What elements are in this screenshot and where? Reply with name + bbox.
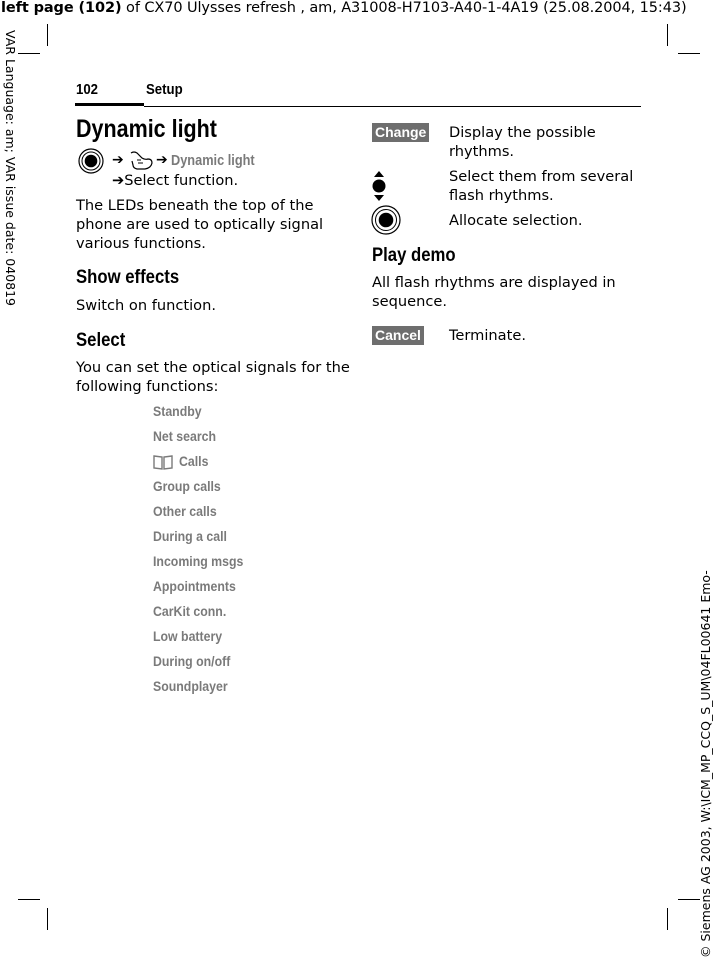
running-head-rule xyxy=(144,106,641,107)
list-item: Low battery xyxy=(153,628,223,644)
show-effects-text: Switch on function. xyxy=(76,297,216,314)
heading-play-demo: Play demo xyxy=(372,245,456,266)
nav-key-icon xyxy=(371,170,387,204)
list-item-calls: Calls xyxy=(153,453,213,474)
list-item: During a call xyxy=(153,528,227,544)
path-select-function: ➔Select function. xyxy=(112,172,239,189)
center-description: Allocate selection. xyxy=(449,212,583,229)
list-item: During on/off xyxy=(153,653,231,669)
nav-description: Select them from several flash rhythms. xyxy=(449,168,634,204)
change-softkey: Change xyxy=(372,123,429,142)
list-item: Incoming msgs xyxy=(153,553,244,569)
arrow-icon-2: ➔ xyxy=(156,152,168,168)
list-item: Net search xyxy=(153,428,217,444)
arrow-icon: ➔ xyxy=(112,152,124,168)
list-item: Soundplayer xyxy=(153,678,228,694)
side-note-left: VAR Language: am; VAR issue date: 040819 xyxy=(3,30,18,306)
running-head-thick-rule xyxy=(75,103,144,106)
page-number: 102 xyxy=(76,81,99,98)
center-key-icon-2 xyxy=(371,205,401,235)
print-header-page: left page (102) xyxy=(1,0,122,16)
cancel-softkey: Cancel xyxy=(372,326,424,345)
cancel-description: Terminate. xyxy=(449,327,526,344)
side-note-right: © Siemens AG 2003, W:\ICM_MP_CCQ_S_UM\04FL00641 Emo- xyxy=(698,570,713,958)
print-header-info: of CX70 Ulysses refresh , am, A31008-H7103-A40-1-4A19 (25.08.2004, 15:43) xyxy=(121,0,687,16)
list-item: CarKit conn. xyxy=(153,603,227,619)
play-demo-text: All flash rhythms are displayed in sequence. xyxy=(372,274,616,310)
print-header xyxy=(1,0,687,16)
intro-paragraph: The LEDs beneath the top of the phone are used to optically signal various functions. xyxy=(76,197,324,252)
heading-show-effects: Show effects xyxy=(76,267,180,288)
book-icon xyxy=(153,454,173,474)
list-item: Group calls xyxy=(153,478,221,494)
page-title: Dynamic light xyxy=(76,115,217,143)
change-description: Display the possible rhythms. xyxy=(449,124,596,160)
list-item: Other calls xyxy=(153,503,217,519)
list-item: Appointments xyxy=(153,578,236,594)
center-key-icon xyxy=(78,148,104,174)
select-text: You can set the optical signals for the following functions: xyxy=(76,359,350,395)
list-item: Standby xyxy=(153,403,202,419)
heading-select: Select xyxy=(76,330,126,351)
section-title: Setup xyxy=(146,81,183,98)
settings-hand-icon xyxy=(128,149,156,173)
path-dynamic-light: Dynamic light xyxy=(171,153,255,169)
